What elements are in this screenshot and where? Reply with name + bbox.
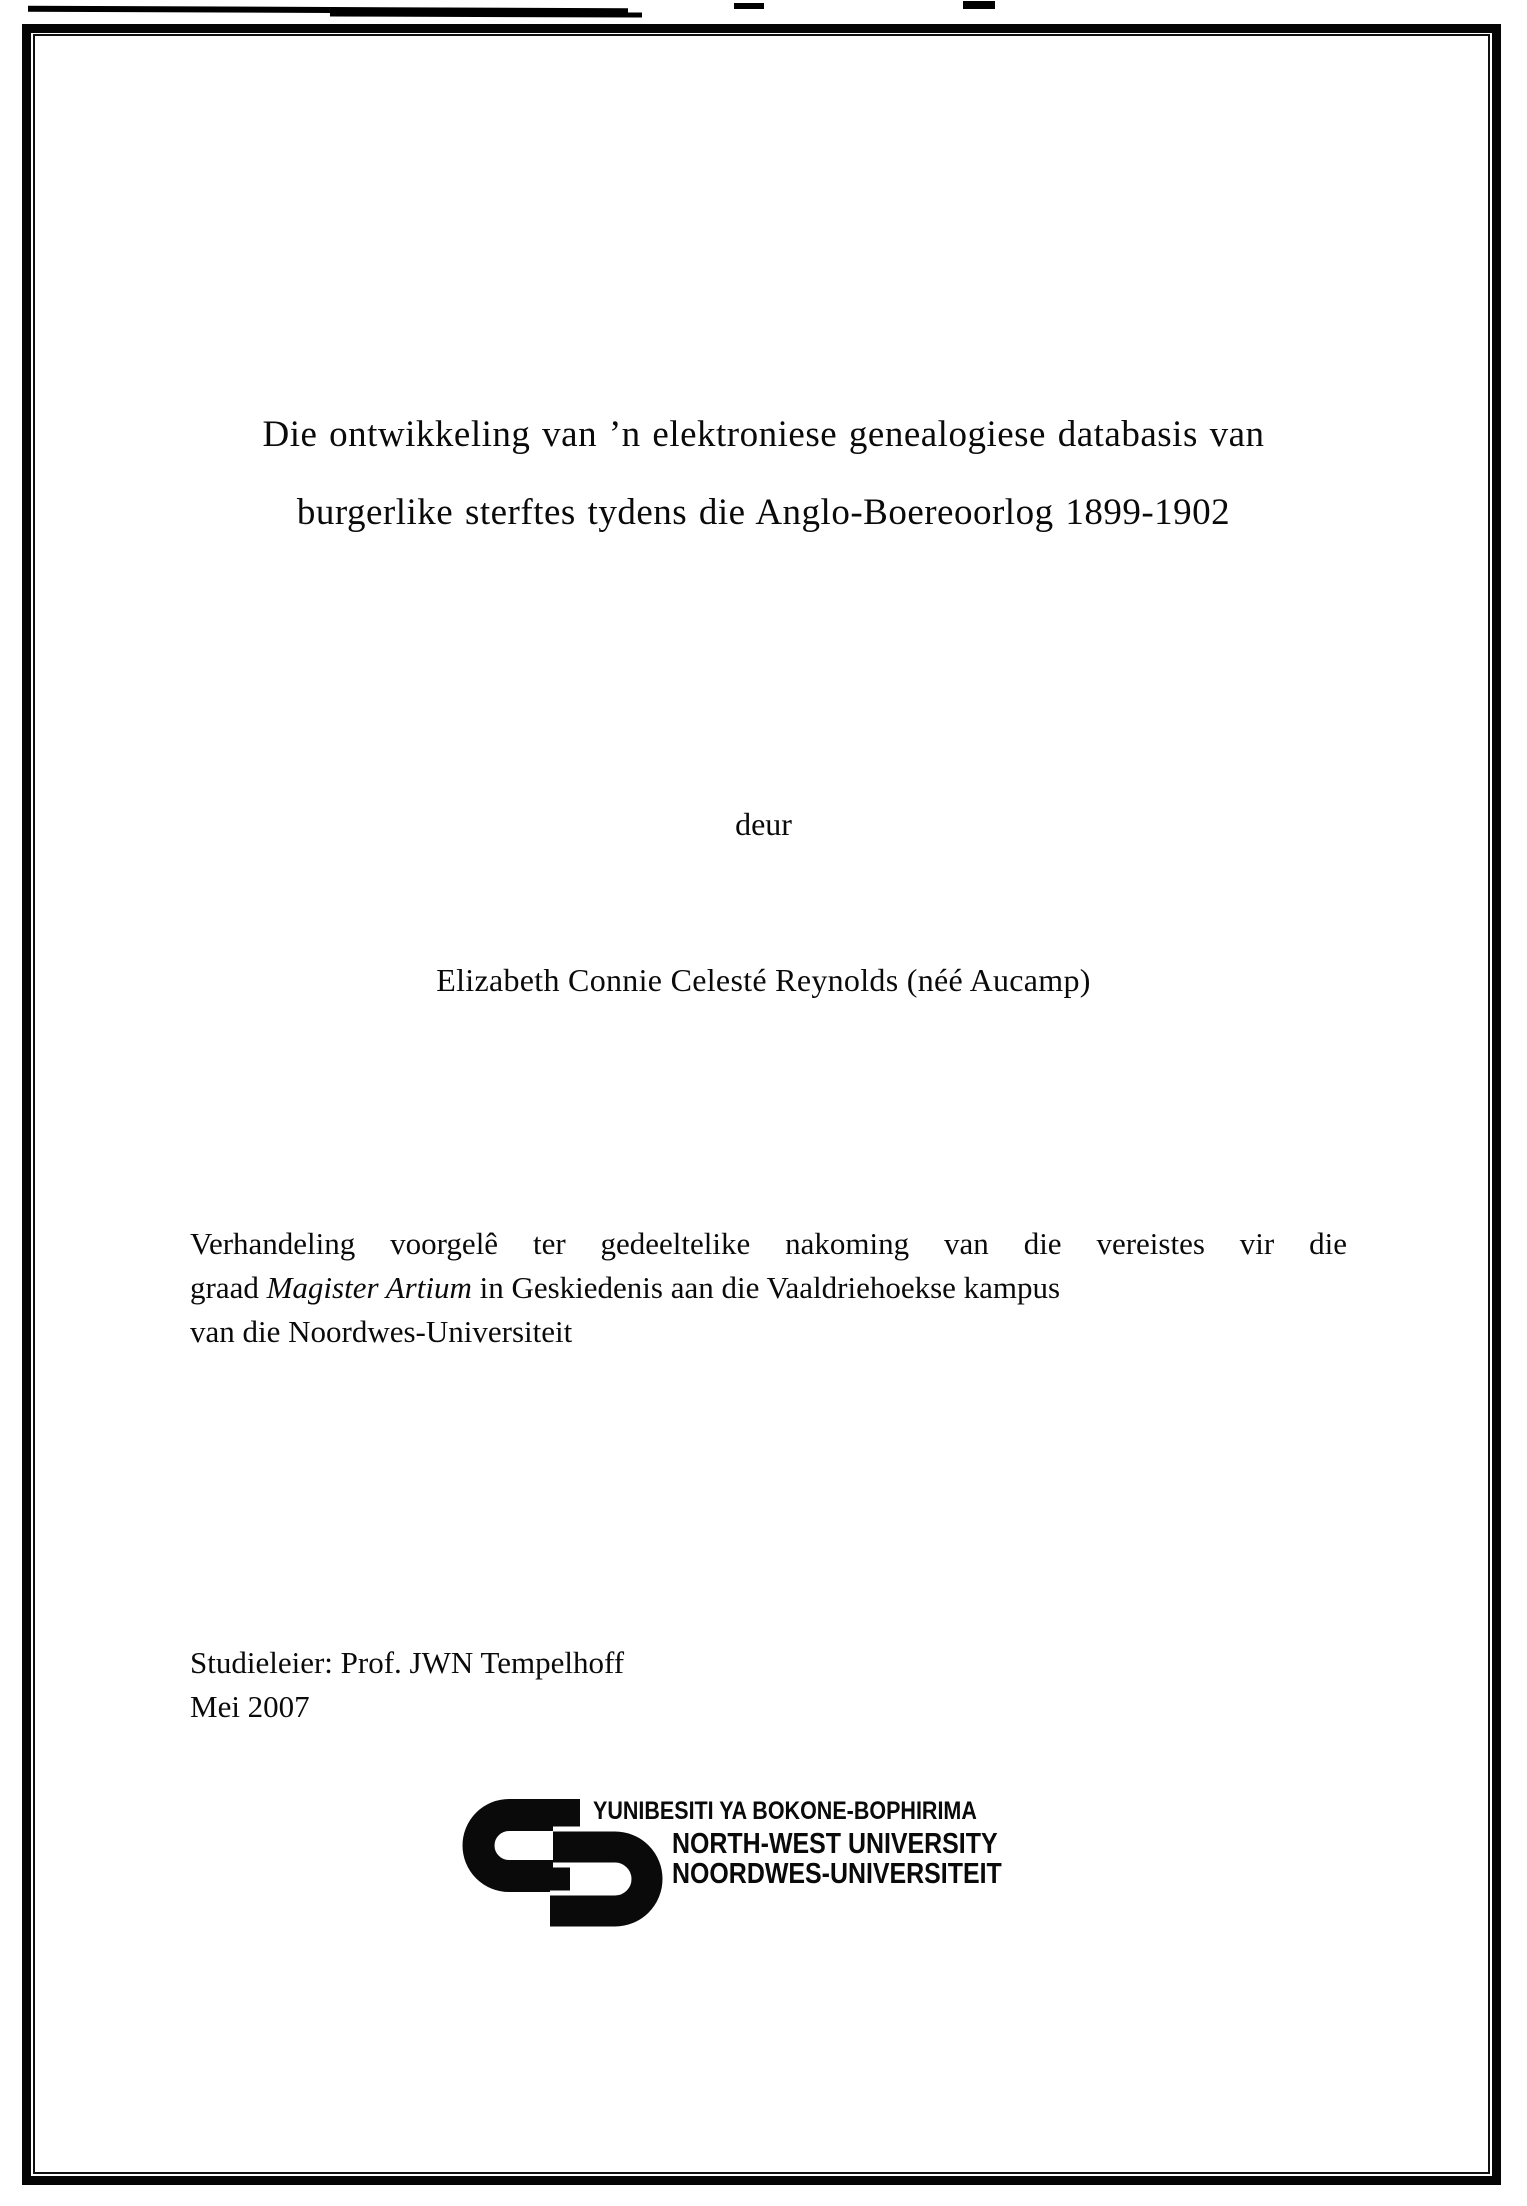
scan-artifact-streak [734, 3, 764, 9]
statement-line2-post: in Geskiedenis aan die Vaaldriehoekse kampus [471, 1270, 1061, 1305]
statement-line2-pre: graad [190, 1270, 267, 1305]
thesis-title [186, 396, 1341, 552]
date-line: Mei 2007 [190, 1689, 310, 1724]
university-name-afrikaans: NOORDWES-UNIVERSITEIT [672, 1858, 1002, 1890]
university-name-setswana: YUNIBESITI YA BOKONE-BOPHIRIMA [593, 1797, 977, 1825]
degree-name: Magister Artium [266, 1270, 472, 1305]
supervisor-block [190, 1641, 624, 1729]
thesis-statement-line1: Verhandeling voorgelê ter gedeeltelike nakoming van die vereistes vir die [190, 1226, 1347, 1261]
thesis-title-line2: burgerlike sterftes tydens die Anglo-Boereoorlog 1899-1902 [296, 492, 1231, 533]
thesis-statement [190, 1222, 1347, 1354]
byline: deur [735, 806, 792, 842]
university-wordmark [593, 1794, 1233, 1894]
thesis-statement-line3: van die Noordwes-Universiteit [190, 1314, 573, 1349]
scan-artifact-streak [330, 11, 642, 17]
supervisor-line: Studieleier: Prof. JWN Tempelhoff [190, 1645, 625, 1680]
author-name: Elizabeth Connie Celesté Reynolds (néé Aucamp) [436, 962, 1091, 998]
scan-artifact-streak [963, 1, 995, 9]
thesis-title-line1: Die ontwikkeling van ’n elektroniese genealogiese databasis van [262, 414, 1265, 455]
thesis-statement-line2 [190, 1266, 1347, 1310]
university-name-english: NORTH-WEST UNIVERSITY [672, 1828, 998, 1860]
